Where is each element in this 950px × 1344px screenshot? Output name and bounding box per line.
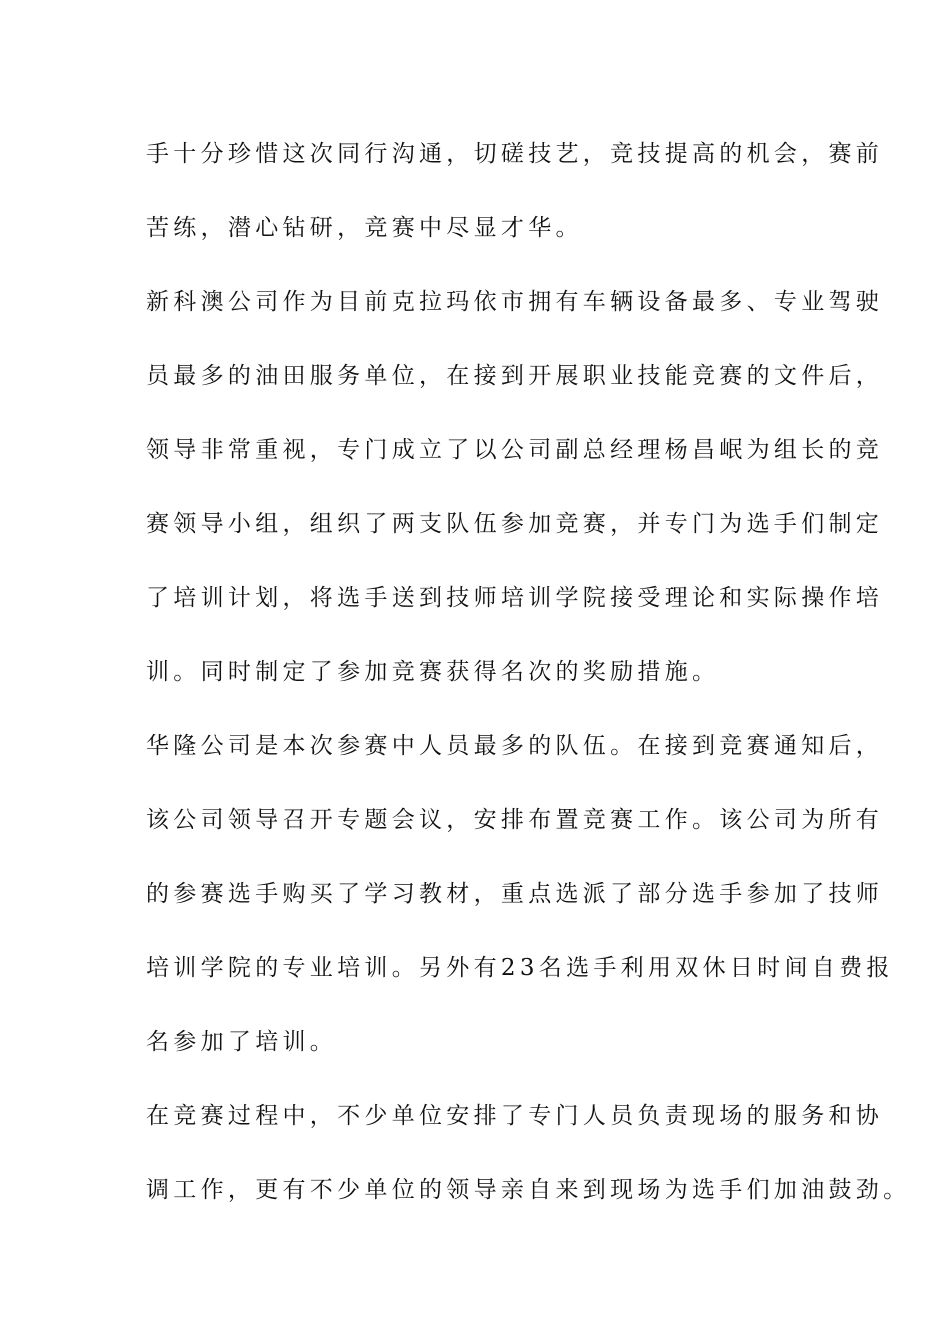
text-line: 领导非常重视，专门成立了以公司副总经理杨昌岷为组长的竞 [146, 437, 884, 463]
text-line: 手十分珍惜这次同行沟通，切磋技艺，竞技提高的机会，赛前 [146, 141, 884, 167]
text-line: 员最多的油田服务单位，在接到开展职业技能竞赛的文件后， [146, 363, 884, 389]
text-line: 在竞赛过程中，不少单位安排了专门人员负责现场的服务和协 [146, 1103, 884, 1129]
text-line: 名参加了培训。 [146, 1029, 338, 1055]
text-line: 了培训计划，将选手送到技师培训学院接受理论和实际操作培 [146, 585, 884, 611]
text-line: 该公司领导召开专题会议，安排布置竞赛工作。该公司为所有 [146, 807, 884, 833]
text-line: 调工作，更有不少单位的领导亲自来到现场为选手们加油鼓劲。 [146, 1177, 911, 1203]
text-line: 培训学院的专业培训。另外有23名选手利用双休日时间自费报 [146, 955, 894, 981]
text-line: 的参赛选手购买了学习教材，重点选派了部分选手参加了技师 [146, 881, 884, 907]
text-line: 苦练，潜心钻研，竞赛中尽显才华。 [146, 215, 583, 241]
text-line: 新科澳公司作为目前克拉玛依市拥有车辆设备最多、专业驾驶 [146, 289, 884, 315]
text-line: 赛领导小组，组织了两支队伍参加竞赛，并专门为选手们制定 [146, 511, 884, 537]
text-line: 华隆公司是本次参赛中人员最多的队伍。在接到竞赛通知后， [146, 733, 884, 759]
text-line: 训。同时制定了参加竞赛获得名次的奖励措施。 [146, 659, 720, 685]
